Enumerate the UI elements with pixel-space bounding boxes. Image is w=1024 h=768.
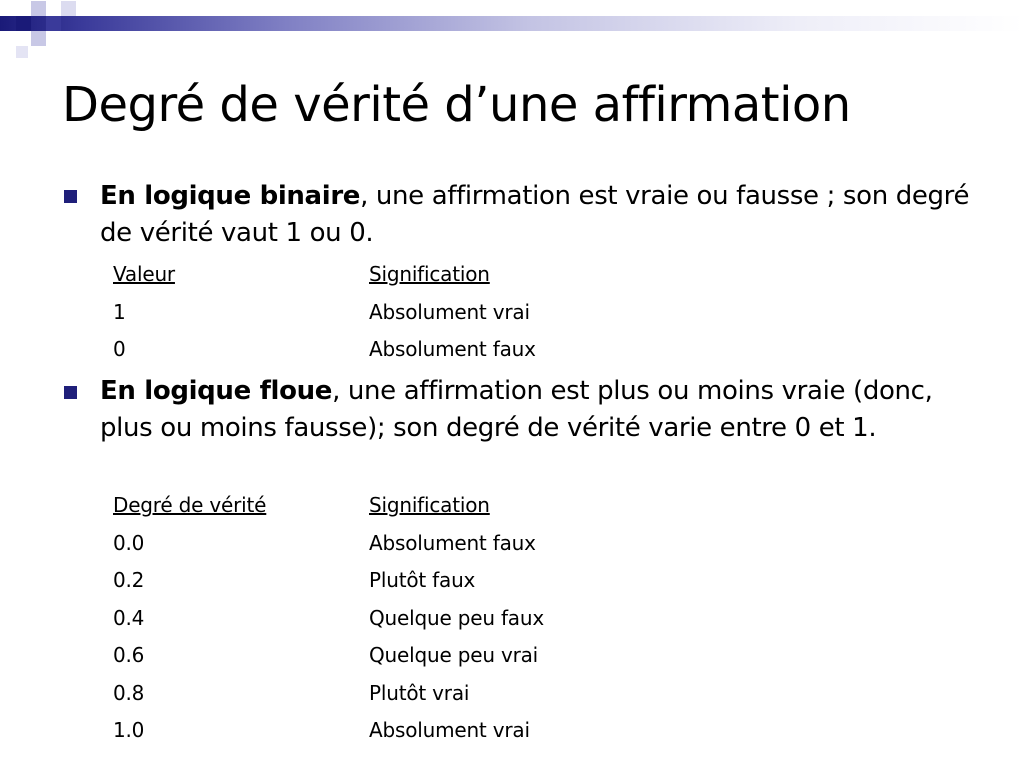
table-cell: 0.8	[113, 680, 145, 705]
decor-square	[31, 1, 46, 16]
bullet-text: , une affirmation est vraie ou fausse ; son degré de vérité vaut 1 ou 0.	[100, 181, 970, 248]
table-cell: 0.6	[113, 643, 145, 667]
slide-title: Degré de vérité d’une affirmation	[62, 77, 851, 133]
decor-square	[16, 46, 28, 58]
bullet-fuzzy-logic	[100, 373, 980, 447]
table-cell: Absolument vrai	[369, 299, 530, 324]
column-header: Valeur	[113, 262, 175, 286]
bullet-text: , une affirmation est plus ou moins vraie (donc, plus ou moins fausse); son degré de vérité varie entre 0 et 1.	[100, 376, 933, 443]
column-header: Degré de vérité	[113, 493, 267, 517]
table-cell: 0	[113, 337, 126, 361]
decor-square	[16, 16, 31, 31]
bullet-bold-term: En logique floue	[100, 376, 333, 406]
table-cell: Absolument vrai	[369, 718, 530, 742]
decor-square	[31, 31, 46, 46]
bullet-square-icon	[64, 190, 77, 203]
column-header: Signification	[369, 262, 490, 286]
table-cell: 0.2	[113, 568, 145, 592]
table-cell: 0.0	[113, 530, 145, 555]
table-cell: Quelque peu faux	[369, 605, 544, 630]
header-gradient-bar	[0, 16, 1024, 31]
table-cell: Plutôt faux	[369, 568, 476, 592]
bullet-square-icon	[64, 386, 77, 399]
table-cell: Quelque peu vrai	[369, 643, 539, 667]
table-cell: 0.4	[113, 605, 145, 630]
table-cell: 1.0	[113, 718, 145, 742]
table-cell: 1	[113, 299, 126, 324]
bullet-binary-logic	[100, 178, 980, 252]
bullet-bold-term: En logique binaire	[100, 181, 361, 211]
column-header: Signification	[369, 493, 490, 517]
table-cell: Plutôt vrai	[369, 680, 470, 705]
table-cell: Absolument faux	[369, 337, 536, 361]
decor-square	[46, 16, 61, 31]
table-cell: Absolument faux	[369, 530, 536, 555]
decor-square	[61, 1, 76, 16]
